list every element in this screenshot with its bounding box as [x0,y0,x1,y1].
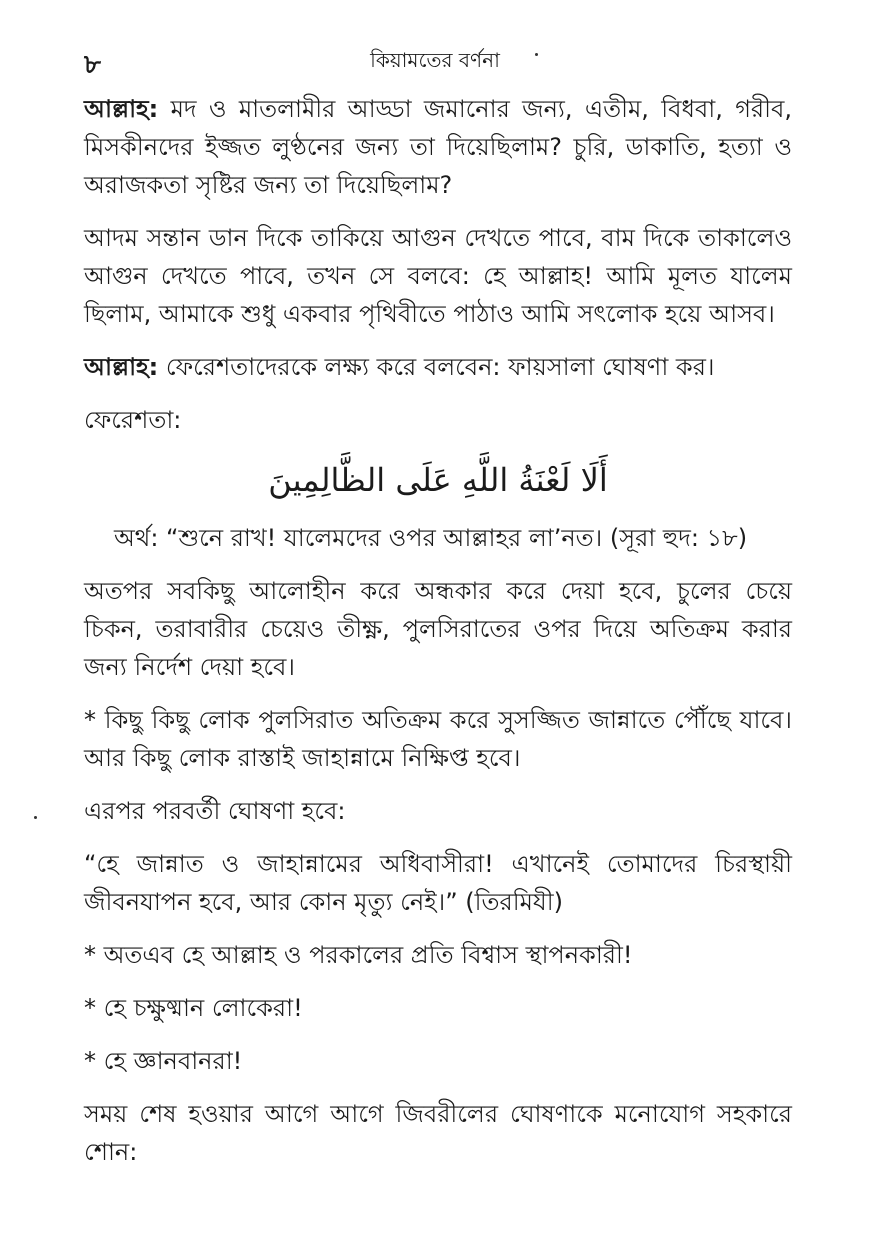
paragraph-3 [84,348,792,386]
running-title: কিয়ামতের বর্ণনা [370,48,500,72]
paragraph-2: আদম সন্তান ডান দিকে তাকিয়ে আগুন দেখতে পাবে, বাম দিকে তাকালেও আগুন দেখতে পাবে, তখন সে বলবে: হে আল্লাহ! আমি মূলত যালেম ছিলাম, আমাকে শুধু একবার পৃথিবীতে পাঠাও আমি সৎলোক হয়ে আসব। [84,224,792,328]
speaker-label: আল্লাহ: [84,95,159,123]
arabic-verse: أَلَا لَعْنَةُ اللَّهِ عَلَى الظَّالِمِينَ [268,461,608,499]
page-body [84,90,792,1186]
paragraph-7: এরপর পরবর্তী ঘোষণা হবে: [84,797,346,825]
bullet-item-1: * অতএব হে আল্লাহ ও পরকালের প্রতি বিশ্বাস স্থাপনকারী! [84,941,633,969]
paragraph-9: সময় শেষ হওয়ার আগে আগে জিবরীলের ঘোষণাকে মনোযোগ সহকারে শোন: [84,1100,792,1166]
bullet-item-2: * হে চক্ষুষ্মান লোকেরা! [84,994,303,1022]
paragraph-text: ফেরেশতাদেরকে লক্ষ্য করে বলবেন: ফায়সালা ঘোষণা কর। [158,353,715,381]
print-speck [34,816,37,819]
bullet-item-3: * হে জ্ঞানবানরা! [84,1047,243,1075]
paragraph-6: * কিছু কিছু লোক পুলসিরাত অতিক্রম করে সুসজ্জিত জান্নাতে পৌঁছে যাবে। আর কিছু লোক রাস্তাই জাহান্নামে নিক্ষিপ্ত হবে। [84,706,792,772]
verse-translation: অর্থ: “শুনে রাখ! যালেমদের ওপর আল্লাহর লা’নত। (সূরা হুদ: ১৮) [114,524,748,552]
paragraph-8: “হে জান্নাত ও জাহান্নামের অধিবাসীরা! এখানেই তোমাদের চিরস্থায়ী জীবনযাপন হবে, আর কোন মৃত্যু নেই।” (তিরমিযী) [84,850,792,916]
print-speck [535,53,538,56]
speaker-label: আল্লাহ: [84,353,159,381]
paragraph-4: ফেরেশতা: [84,406,182,434]
paragraph-5: অতপর সবকিছু আলোহীন করে অন্ধকার করে দেয়া হবে, চুলের চেয়ে চিকন, তরাবারীর চেয়েও তীক্ষ্ণ, পুলসিরাতের ওপর দিয়ে অতিক্রম করার জন্য নির্দেশ দেয়া হবে। [84,577,792,681]
page-header [84,40,786,80]
paragraph-1 [84,90,792,204]
paragraph-text: মদ ও মাতলামীর আড্ডা জমানোর জন্য, এতীম, বিধবা, গরীব, মিসকীনদের ইজ্জত লুণ্ঠনের জন্য তা দিয়েছিলাম? চুরি, ডাকাতি, হত্যা ও অরাজকতা সৃষ্টির জন্য তা দিয়েছিলাম? [84,95,792,199]
page-number: ৮ [84,50,101,80]
